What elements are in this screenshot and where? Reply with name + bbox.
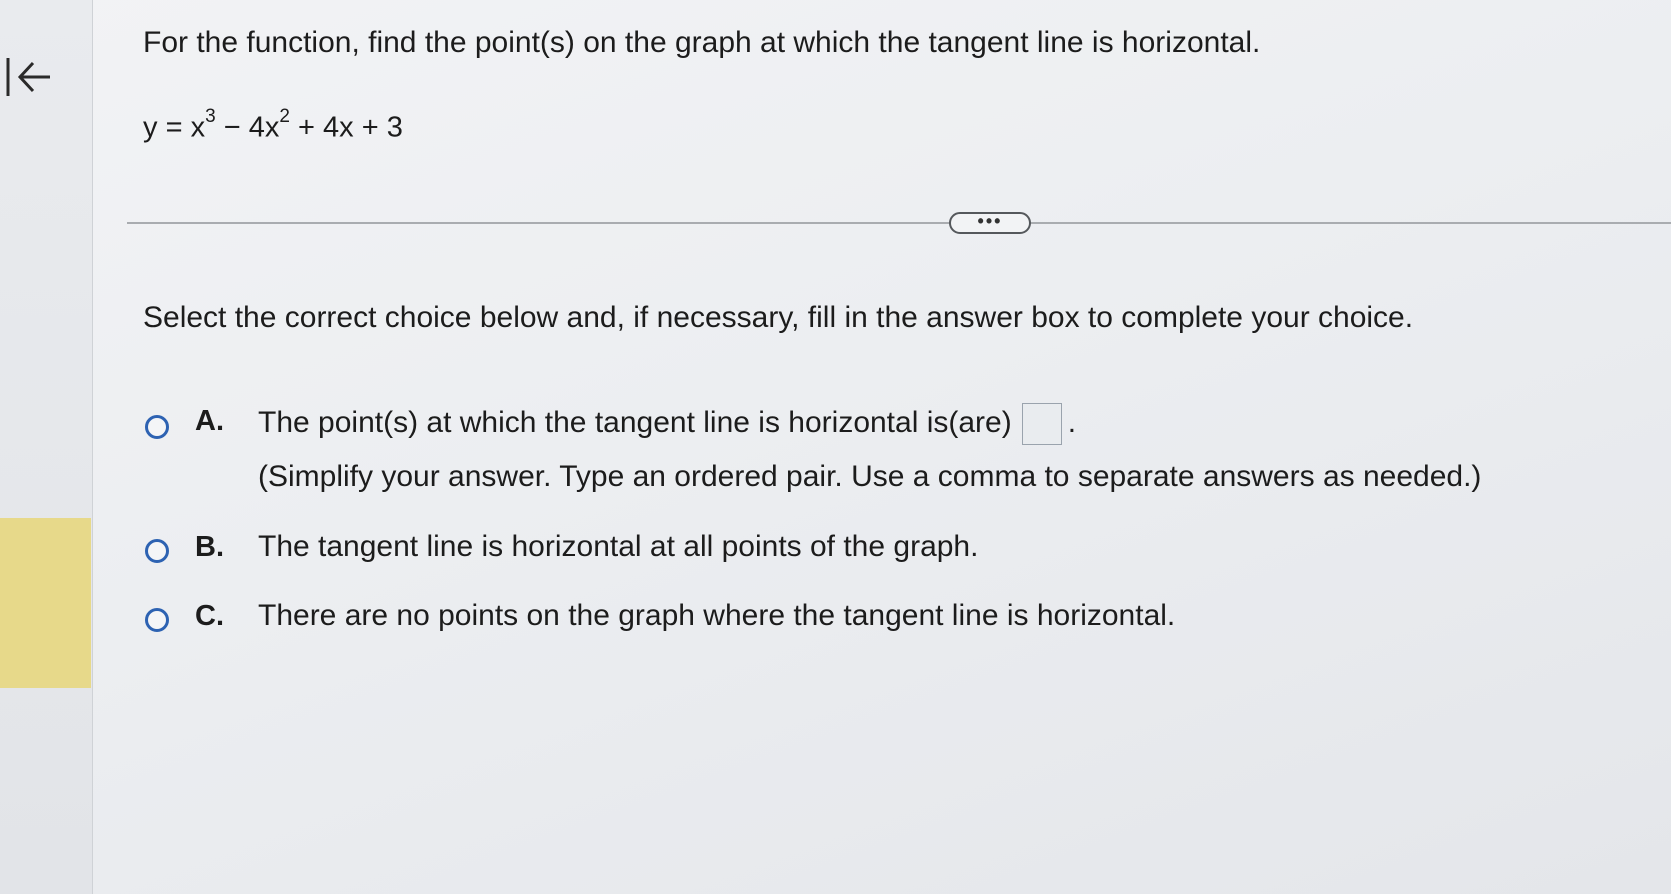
radio-c[interactable] [145,608,169,632]
eq-x: x [190,111,206,144]
radio-a[interactable] [145,415,169,439]
answer-input-box[interactable] [1022,403,1062,445]
choice-a-content [258,403,1076,445]
question-text: For the function, find the point(s) on the graph at which the tangent line is horizontal. [143,26,1261,59]
eq-plus-1: + [297,111,315,144]
left-rail [0,0,93,894]
eq-4x-linear: 4x [322,111,354,144]
eq-exponent-2: 2 [279,106,290,127]
eq-exponent-3: 3 [205,106,216,127]
choice-a-hint: (Simplify your answer. Type an ordered pair. Use a comma to separate answers as needed.) [258,460,1482,493]
eq-constant: 3 [386,111,403,144]
choice-a-text: The point(s) at which the tangent line is horizontal is(are) [258,405,1012,439]
choice-c-letter: C. [195,600,224,632]
highlight-strip [0,518,91,688]
collapse-left-icon[interactable] [2,52,66,102]
eq-lhs: y [143,111,158,144]
choice-c-text: There are no points on the graph where the tangent line is horizontal. [258,599,1176,632]
choice-b-text: The tangent line is horizontal at all points of the graph. [258,530,979,563]
choice-a-suffix: . [1067,405,1077,439]
section-divider [127,222,1671,224]
eq-plus-2: + [361,111,379,144]
eq-minus: − [223,111,241,144]
more-ellipsis-button[interactable]: ••• [949,212,1031,234]
instruction-text: Select the correct choice below and, if necessary, fill in the answer box to complete your choice. [143,301,1414,334]
choice-b-letter: B. [195,531,224,563]
eq-4x: 4x [248,111,280,144]
choice-a-letter: A. [195,405,224,437]
radio-b[interactable] [145,539,169,563]
function-equation [143,106,403,145]
eq-equals: = [165,111,183,144]
